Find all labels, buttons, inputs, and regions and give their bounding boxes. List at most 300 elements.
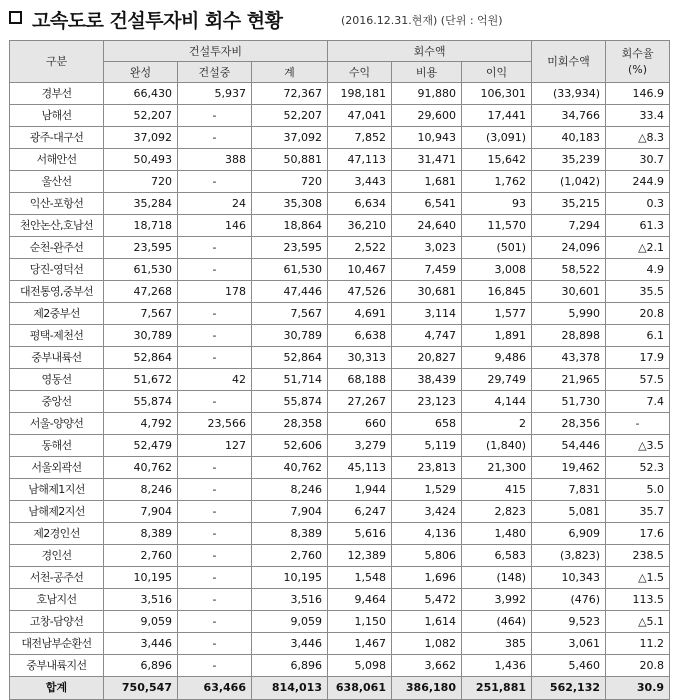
cell-unrecovered: 24,096 [532, 237, 606, 259]
cell-profit: 106,301 [462, 83, 532, 105]
cell-cost: 4,747 [392, 325, 462, 347]
cell-recovery-rate: 6.1 [606, 325, 670, 347]
cell-route-name: 대전남부순환선 [10, 633, 104, 655]
table-row [10, 127, 670, 149]
cell-completed: 61,530 [104, 259, 178, 281]
cell-route-name: 경인선 [10, 545, 104, 567]
cell-route-name: 경부선 [10, 83, 104, 105]
total-row [10, 677, 670, 700]
cell-profit: 3,992 [462, 589, 532, 611]
cell-profit: 6,583 [462, 545, 532, 567]
cell-unrecovered: 19,462 [532, 457, 606, 479]
page-subtitle: (2016.12.31.현재) (단위 : 억원) [341, 14, 503, 27]
cell-subtotal: 28,358 [252, 413, 328, 435]
cell-under-construction: 24 [178, 193, 252, 215]
cell-profit: 9,486 [462, 347, 532, 369]
cell-completed: 8,246 [104, 479, 178, 501]
cell-subtotal: 7,904 [252, 501, 328, 523]
cell-revenue: 6,638 [328, 325, 392, 347]
page-title: 고속도로 건설투자비 회수 현황 [32, 10, 283, 32]
cell-under-construction: - [178, 457, 252, 479]
cell-profit: 16,845 [462, 281, 532, 303]
cell-subtotal: 30,789 [252, 325, 328, 347]
cell-recovery-rate: 146.9 [606, 83, 670, 105]
cell-under-construction: 23,566 [178, 413, 252, 435]
table-row [10, 303, 670, 325]
cell-cost: 23,813 [392, 457, 462, 479]
cell-cost: 10,943 [392, 127, 462, 149]
cell-unrecovered: 5,990 [532, 303, 606, 325]
cell-completed: 8,389 [104, 523, 178, 545]
cell-profit: (501) [462, 237, 532, 259]
cell-subtotal: 61,530 [252, 259, 328, 281]
cell-unrecovered: 5,081 [532, 501, 606, 523]
total-revenue: 638,061 [328, 677, 392, 700]
cell-under-construction: - [178, 589, 252, 611]
cell-unrecovered: 58,522 [532, 259, 606, 281]
cell-route-name: 제2경인선 [10, 523, 104, 545]
cell-cost: 20,827 [392, 347, 462, 369]
header-profit: 이익 [462, 62, 532, 83]
header-subtotal: 계 [252, 62, 328, 83]
title-bar [0, 0, 679, 40]
cell-completed: 3,446 [104, 633, 178, 655]
cell-profit: 93 [462, 193, 532, 215]
cell-revenue: 36,210 [328, 215, 392, 237]
cell-cost: 4,136 [392, 523, 462, 545]
cell-under-construction: 42 [178, 369, 252, 391]
header-row-1 [10, 41, 670, 62]
cell-completed: 35,284 [104, 193, 178, 215]
cell-subtotal: 3,446 [252, 633, 328, 655]
cell-profit: 11,570 [462, 215, 532, 237]
cell-under-construction: - [178, 655, 252, 677]
cell-recovery-rate: △2.1 [606, 237, 670, 259]
cell-subtotal: 47,446 [252, 281, 328, 303]
cell-cost: 38,439 [392, 369, 462, 391]
cell-recovery-rate: - [606, 413, 670, 435]
cell-under-construction: 178 [178, 281, 252, 303]
total-profit: 251,881 [462, 677, 532, 700]
cell-subtotal: 40,762 [252, 457, 328, 479]
cell-completed: 23,595 [104, 237, 178, 259]
cell-recovery-rate: 7.4 [606, 391, 670, 413]
cell-revenue: 1,548 [328, 567, 392, 589]
cell-unrecovered: 21,965 [532, 369, 606, 391]
cell-recovery-rate: △5.1 [606, 611, 670, 633]
cell-revenue: 6,634 [328, 193, 392, 215]
cell-under-construction: - [178, 127, 252, 149]
cell-unrecovered: 28,898 [532, 325, 606, 347]
cell-subtotal: 6,896 [252, 655, 328, 677]
cell-under-construction: - [178, 325, 252, 347]
cell-recovery-rate: 11.2 [606, 633, 670, 655]
cell-under-construction: 127 [178, 435, 252, 457]
cell-route-name: 제2중부선 [10, 303, 104, 325]
cell-completed: 55,874 [104, 391, 178, 413]
table-row [10, 391, 670, 413]
cell-completed: 9,059 [104, 611, 178, 633]
cell-cost: 3,662 [392, 655, 462, 677]
cell-under-construction: - [178, 105, 252, 127]
cell-cost: 7,459 [392, 259, 462, 281]
recovery-table [9, 40, 670, 700]
table-row [10, 479, 670, 501]
cell-unrecovered: (476) [532, 589, 606, 611]
cell-completed: 3,516 [104, 589, 178, 611]
cell-subtotal: 52,606 [252, 435, 328, 457]
cell-cost: 91,880 [392, 83, 462, 105]
cell-revenue: 660 [328, 413, 392, 435]
cell-cost: 3,023 [392, 237, 462, 259]
cell-completed: 47,268 [104, 281, 178, 303]
cell-under-construction: - [178, 259, 252, 281]
cell-cost: 1,614 [392, 611, 462, 633]
table-row [10, 523, 670, 545]
cell-unrecovered: (3,823) [532, 545, 606, 567]
cell-under-construction: 5,937 [178, 83, 252, 105]
cell-route-name: 남해제2지선 [10, 501, 104, 523]
cell-revenue: 9,464 [328, 589, 392, 611]
cell-revenue: 1,467 [328, 633, 392, 655]
cell-route-name: 호남지선 [10, 589, 104, 611]
cell-profit: (148) [462, 567, 532, 589]
cell-cost: 1,082 [392, 633, 462, 655]
cell-recovery-rate: 17.9 [606, 347, 670, 369]
cell-unrecovered: 7,831 [532, 479, 606, 501]
cell-unrecovered: 7,294 [532, 215, 606, 237]
cell-cost: 29,600 [392, 105, 462, 127]
cell-subtotal: 3,516 [252, 589, 328, 611]
cell-unrecovered: 9,523 [532, 611, 606, 633]
cell-route-name: 중앙선 [10, 391, 104, 413]
cell-completed: 6,896 [104, 655, 178, 677]
cell-unrecovered: 35,239 [532, 149, 606, 171]
cell-revenue: 198,181 [328, 83, 392, 105]
cell-cost: 6,541 [392, 193, 462, 215]
table-row [10, 413, 670, 435]
cell-recovery-rate: 33.4 [606, 105, 670, 127]
cell-profit: 4,144 [462, 391, 532, 413]
table-row [10, 655, 670, 677]
table-row [10, 369, 670, 391]
cell-under-construction: - [178, 567, 252, 589]
cell-under-construction: - [178, 501, 252, 523]
cell-revenue: 10,467 [328, 259, 392, 281]
header-division: 구분 [10, 41, 104, 83]
cell-route-name: 서천-공주선 [10, 567, 104, 589]
cell-route-name: 고창-담양선 [10, 611, 104, 633]
cell-under-construction: - [178, 171, 252, 193]
total-unrecovered: 562,132 [532, 677, 606, 700]
cell-revenue: 30,313 [328, 347, 392, 369]
cell-under-construction: - [178, 523, 252, 545]
total-recovery-rate: 30.9 [606, 677, 670, 700]
cell-unrecovered: (1,042) [532, 171, 606, 193]
table-row [10, 457, 670, 479]
cell-cost: 1,696 [392, 567, 462, 589]
cell-cost: 5,119 [392, 435, 462, 457]
cell-recovery-rate: 20.8 [606, 303, 670, 325]
cell-completed: 52,479 [104, 435, 178, 457]
cell-profit: 1,436 [462, 655, 532, 677]
cell-profit: 415 [462, 479, 532, 501]
cell-under-construction: - [178, 611, 252, 633]
header-revenue: 수익 [328, 62, 392, 83]
header-construction-cost: 건설투자비 [104, 41, 328, 62]
cell-cost: 24,640 [392, 215, 462, 237]
cell-route-name: 남해제1지선 [10, 479, 104, 501]
cell-subtotal: 51,714 [252, 369, 328, 391]
table-row [10, 347, 670, 369]
total-label: 합계 [10, 677, 104, 700]
total-under-construction: 63,466 [178, 677, 252, 700]
cell-subtotal: 18,864 [252, 215, 328, 237]
table-row [10, 149, 670, 171]
cell-subtotal: 8,246 [252, 479, 328, 501]
table-row [10, 259, 670, 281]
cell-recovery-rate: 4.9 [606, 259, 670, 281]
cell-revenue: 2,522 [328, 237, 392, 259]
cell-profit: 385 [462, 633, 532, 655]
header-cost: 비용 [392, 62, 462, 83]
cell-subtotal: 35,308 [252, 193, 328, 215]
cell-subtotal: 9,059 [252, 611, 328, 633]
cell-completed: 7,904 [104, 501, 178, 523]
cell-unrecovered: 51,730 [532, 391, 606, 413]
cell-unrecovered: 3,061 [532, 633, 606, 655]
table-row [10, 567, 670, 589]
cell-completed: 52,207 [104, 105, 178, 127]
table-row [10, 633, 670, 655]
cell-recovery-rate: 20.8 [606, 655, 670, 677]
header-recovery-amount: 회수액 [328, 41, 532, 62]
cell-recovery-rate: △3.5 [606, 435, 670, 457]
cell-route-name: 중부내륙선 [10, 347, 104, 369]
cell-recovery-rate: △8.3 [606, 127, 670, 149]
cell-profit: 1,891 [462, 325, 532, 347]
cell-profit: 1,480 [462, 523, 532, 545]
cell-subtotal: 10,195 [252, 567, 328, 589]
cell-recovery-rate: △1.5 [606, 567, 670, 589]
cell-subtotal: 37,092 [252, 127, 328, 149]
cell-subtotal: 55,874 [252, 391, 328, 413]
cell-profit: 1,577 [462, 303, 532, 325]
total-completed: 750,547 [104, 677, 178, 700]
header-completed: 완성 [104, 62, 178, 83]
cell-route-name: 광주-대구선 [10, 127, 104, 149]
cell-revenue: 1,944 [328, 479, 392, 501]
cell-cost: 658 [392, 413, 462, 435]
cell-cost: 1,529 [392, 479, 462, 501]
cell-revenue: 47,041 [328, 105, 392, 127]
cell-profit: (464) [462, 611, 532, 633]
header-unrecovered: 미회수액 [532, 41, 606, 83]
cell-subtotal: 7,567 [252, 303, 328, 325]
cell-completed: 30,789 [104, 325, 178, 347]
cell-cost: 3,424 [392, 501, 462, 523]
cell-under-construction: - [178, 303, 252, 325]
cell-revenue: 5,616 [328, 523, 392, 545]
table-row [10, 193, 670, 215]
table-row [10, 105, 670, 127]
cell-cost: 23,123 [392, 391, 462, 413]
cell-completed: 51,672 [104, 369, 178, 391]
cell-unrecovered: 5,460 [532, 655, 606, 677]
cell-revenue: 12,389 [328, 545, 392, 567]
table-row [10, 171, 670, 193]
table-row [10, 83, 670, 105]
table-row [10, 545, 670, 567]
cell-under-construction: 388 [178, 149, 252, 171]
cell-under-construction: - [178, 237, 252, 259]
cell-revenue: 3,279 [328, 435, 392, 457]
cell-route-name: 익산-포항선 [10, 193, 104, 215]
table-row [10, 435, 670, 457]
cell-unrecovered: 54,446 [532, 435, 606, 457]
cell-revenue: 47,526 [328, 281, 392, 303]
cell-completed: 52,864 [104, 347, 178, 369]
cell-route-name: 영동선 [10, 369, 104, 391]
cell-recovery-rate: 35.7 [606, 501, 670, 523]
cell-unrecovered: 35,215 [532, 193, 606, 215]
cell-cost: 30,681 [392, 281, 462, 303]
cell-revenue: 7,852 [328, 127, 392, 149]
header-under-construction: 건설중 [178, 62, 252, 83]
cell-profit: 21,300 [462, 457, 532, 479]
cell-revenue: 45,113 [328, 457, 392, 479]
cell-profit: 3,008 [462, 259, 532, 281]
cell-completed: 7,567 [104, 303, 178, 325]
cell-route-name: 남해선 [10, 105, 104, 127]
cell-recovery-rate: 30.7 [606, 149, 670, 171]
cell-route-name: 대전통영,중부선 [10, 281, 104, 303]
cell-subtotal: 2,760 [252, 545, 328, 567]
cell-under-construction: 146 [178, 215, 252, 237]
cell-completed: 66,430 [104, 83, 178, 105]
header-recovery-rate-unit: (%) [628, 62, 648, 76]
table-row [10, 281, 670, 303]
cell-under-construction: - [178, 545, 252, 567]
cell-revenue: 6,247 [328, 501, 392, 523]
cell-unrecovered: (33,934) [532, 83, 606, 105]
cell-profit: 15,642 [462, 149, 532, 171]
cell-completed: 37,092 [104, 127, 178, 149]
cell-completed: 10,195 [104, 567, 178, 589]
square-bullet-icon [9, 11, 22, 24]
cell-completed: 18,718 [104, 215, 178, 237]
cell-completed: 720 [104, 171, 178, 193]
table-row [10, 501, 670, 523]
table-row [10, 611, 670, 633]
cell-route-name: 당진-영덕선 [10, 259, 104, 281]
cell-revenue: 4,691 [328, 303, 392, 325]
cell-recovery-rate: 35.5 [606, 281, 670, 303]
cell-profit: 17,441 [462, 105, 532, 127]
cell-unrecovered: 10,343 [532, 567, 606, 589]
cell-unrecovered: 6,909 [532, 523, 606, 545]
cell-route-name: 울산선 [10, 171, 104, 193]
cell-subtotal: 52,207 [252, 105, 328, 127]
cell-unrecovered: 43,378 [532, 347, 606, 369]
cell-completed: 40,762 [104, 457, 178, 479]
cell-recovery-rate: 113.5 [606, 589, 670, 611]
cell-route-name: 서해안선 [10, 149, 104, 171]
cell-completed: 2,760 [104, 545, 178, 567]
cell-profit: 1,762 [462, 171, 532, 193]
header-recovery-rate [606, 41, 670, 83]
table-row [10, 237, 670, 259]
cell-cost: 5,472 [392, 589, 462, 611]
table-body [10, 83, 670, 677]
cell-unrecovered: 40,183 [532, 127, 606, 149]
total-cost: 386,180 [392, 677, 462, 700]
cell-subtotal: 720 [252, 171, 328, 193]
cell-route-name: 평택-제천선 [10, 325, 104, 347]
total-subtotal: 814,013 [252, 677, 328, 700]
cell-under-construction: - [178, 633, 252, 655]
cell-revenue: 68,188 [328, 369, 392, 391]
cell-revenue: 5,098 [328, 655, 392, 677]
cell-cost: 1,681 [392, 171, 462, 193]
cell-completed: 4,792 [104, 413, 178, 435]
cell-subtotal: 23,595 [252, 237, 328, 259]
header-recovery-rate-label: 회수율 [621, 46, 654, 60]
cell-route-name: 서울-양양선 [10, 413, 104, 435]
cell-profit: 2,823 [462, 501, 532, 523]
cell-completed: 50,493 [104, 149, 178, 171]
cell-revenue: 27,267 [328, 391, 392, 413]
cell-recovery-rate: 17.6 [606, 523, 670, 545]
cell-unrecovered: 30,601 [532, 281, 606, 303]
cell-revenue: 1,150 [328, 611, 392, 633]
cell-cost: 5,806 [392, 545, 462, 567]
cell-profit: (3,091) [462, 127, 532, 149]
cell-profit: 29,749 [462, 369, 532, 391]
cell-revenue: 47,113 [328, 149, 392, 171]
cell-subtotal: 52,864 [252, 347, 328, 369]
cell-route-name: 천안논산,호남선 [10, 215, 104, 237]
cell-recovery-rate: 52.3 [606, 457, 670, 479]
cell-unrecovered: 28,356 [532, 413, 606, 435]
cell-recovery-rate: 244.9 [606, 171, 670, 193]
cell-route-name: 순천-완주선 [10, 237, 104, 259]
cell-recovery-rate: 5.0 [606, 479, 670, 501]
cell-recovery-rate: 61.3 [606, 215, 670, 237]
cell-recovery-rate: 57.5 [606, 369, 670, 391]
cell-subtotal: 50,881 [252, 149, 328, 171]
table-row [10, 215, 670, 237]
cell-under-construction: - [178, 347, 252, 369]
cell-recovery-rate: 0.3 [606, 193, 670, 215]
cell-route-name: 중부내륙지선 [10, 655, 104, 677]
cell-recovery-rate: 238.5 [606, 545, 670, 567]
cell-cost: 3,114 [392, 303, 462, 325]
cell-subtotal: 72,367 [252, 83, 328, 105]
table-row [10, 589, 670, 611]
cell-unrecovered: 34,766 [532, 105, 606, 127]
cell-route-name: 동해선 [10, 435, 104, 457]
cell-profit: (1,840) [462, 435, 532, 457]
cell-revenue: 3,443 [328, 171, 392, 193]
cell-route-name: 서울외곽선 [10, 457, 104, 479]
table-row [10, 325, 670, 347]
cell-under-construction: - [178, 479, 252, 501]
cell-cost: 31,471 [392, 149, 462, 171]
cell-profit: 2 [462, 413, 532, 435]
cell-under-construction: - [178, 391, 252, 413]
cell-subtotal: 8,389 [252, 523, 328, 545]
